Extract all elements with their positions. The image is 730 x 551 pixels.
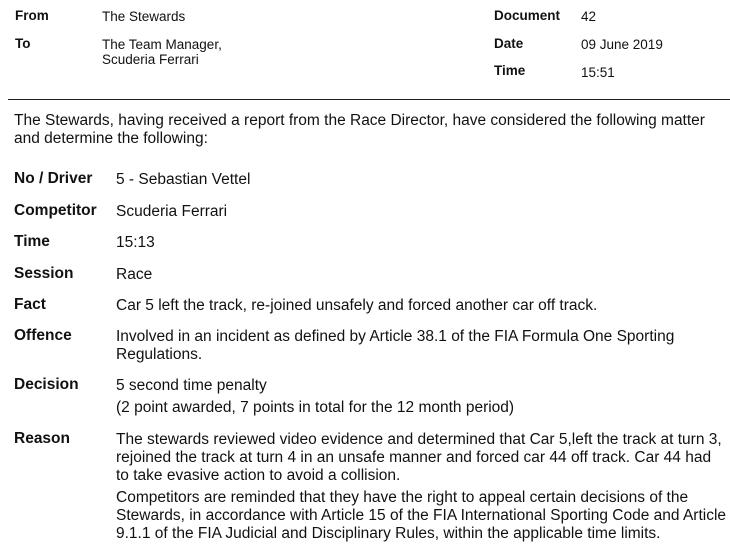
reason-value — [116, 431, 726, 543]
decision-value — [116, 377, 726, 417]
header-divider — [8, 99, 730, 100]
reason-paragraph-1: The stewards reviewed video evidence and determined that Car 5,left the track at turn 3, rejoined the track at turn 4 in an unsafe manner and forced car 44 off track. Car 44 had to take evasive action to avoid a collision. — [116, 431, 722, 484]
intro-text: The Stewards, having received a report from the Race Director, have considered the following matter and determine the following: — [14, 112, 705, 147]
decision-penalty: 5 second time penalty — [116, 377, 267, 394]
incident-time-label: Time — [14, 233, 50, 250]
from-label: From — [15, 8, 49, 23]
reason-paragraph-2: Competitors are reminded that they have the right to appeal certain decisions of the Stewards, in accordance with Article 15 of the FIA International Sporting Code and Article 9.1.1 of the FIA Judicial and Disciplinary Rules, within the applicable time limits. — [116, 489, 727, 542]
time-value: 15:51 — [581, 65, 615, 80]
driver-label: No / Driver — [14, 170, 93, 187]
competitor-label: Competitor — [14, 202, 97, 219]
to-line-2: Scuderia Ferrari — [102, 52, 199, 67]
fact-label: Fact — [14, 296, 46, 313]
competitor-value: Scuderia Ferrari — [116, 203, 228, 220]
incident-time-value: 15:13 — [116, 234, 155, 251]
date-value: 09 June 2019 — [581, 37, 663, 52]
decision-label: Decision — [14, 376, 79, 393]
to-value — [102, 37, 222, 67]
offence-value: Involved in an incident as defined by Article 38.1 of the FIA Formula One Sporting Regulations. — [116, 328, 675, 363]
time-label: Time — [494, 63, 526, 78]
fact-value: Car 5 left the track, re-joined unsafely and forced another car off track. — [116, 297, 598, 314]
session-value: Race — [116, 266, 153, 283]
from-value: The Stewards — [102, 9, 186, 24]
decision-points: (2 point awarded, 7 points in total for the 12 month period) — [116, 399, 515, 416]
date-label: Date — [494, 36, 524, 51]
driver-value: 5 - Sebastian Vettel — [116, 171, 251, 188]
reason-label: Reason — [14, 430, 70, 447]
document-label: Document — [494, 8, 561, 23]
to-label: To — [15, 36, 31, 51]
session-label: Session — [14, 265, 74, 282]
offence-label: Offence — [14, 327, 72, 344]
to-line-1: The Team Manager, — [102, 37, 222, 52]
document-number: 42 — [581, 9, 597, 24]
